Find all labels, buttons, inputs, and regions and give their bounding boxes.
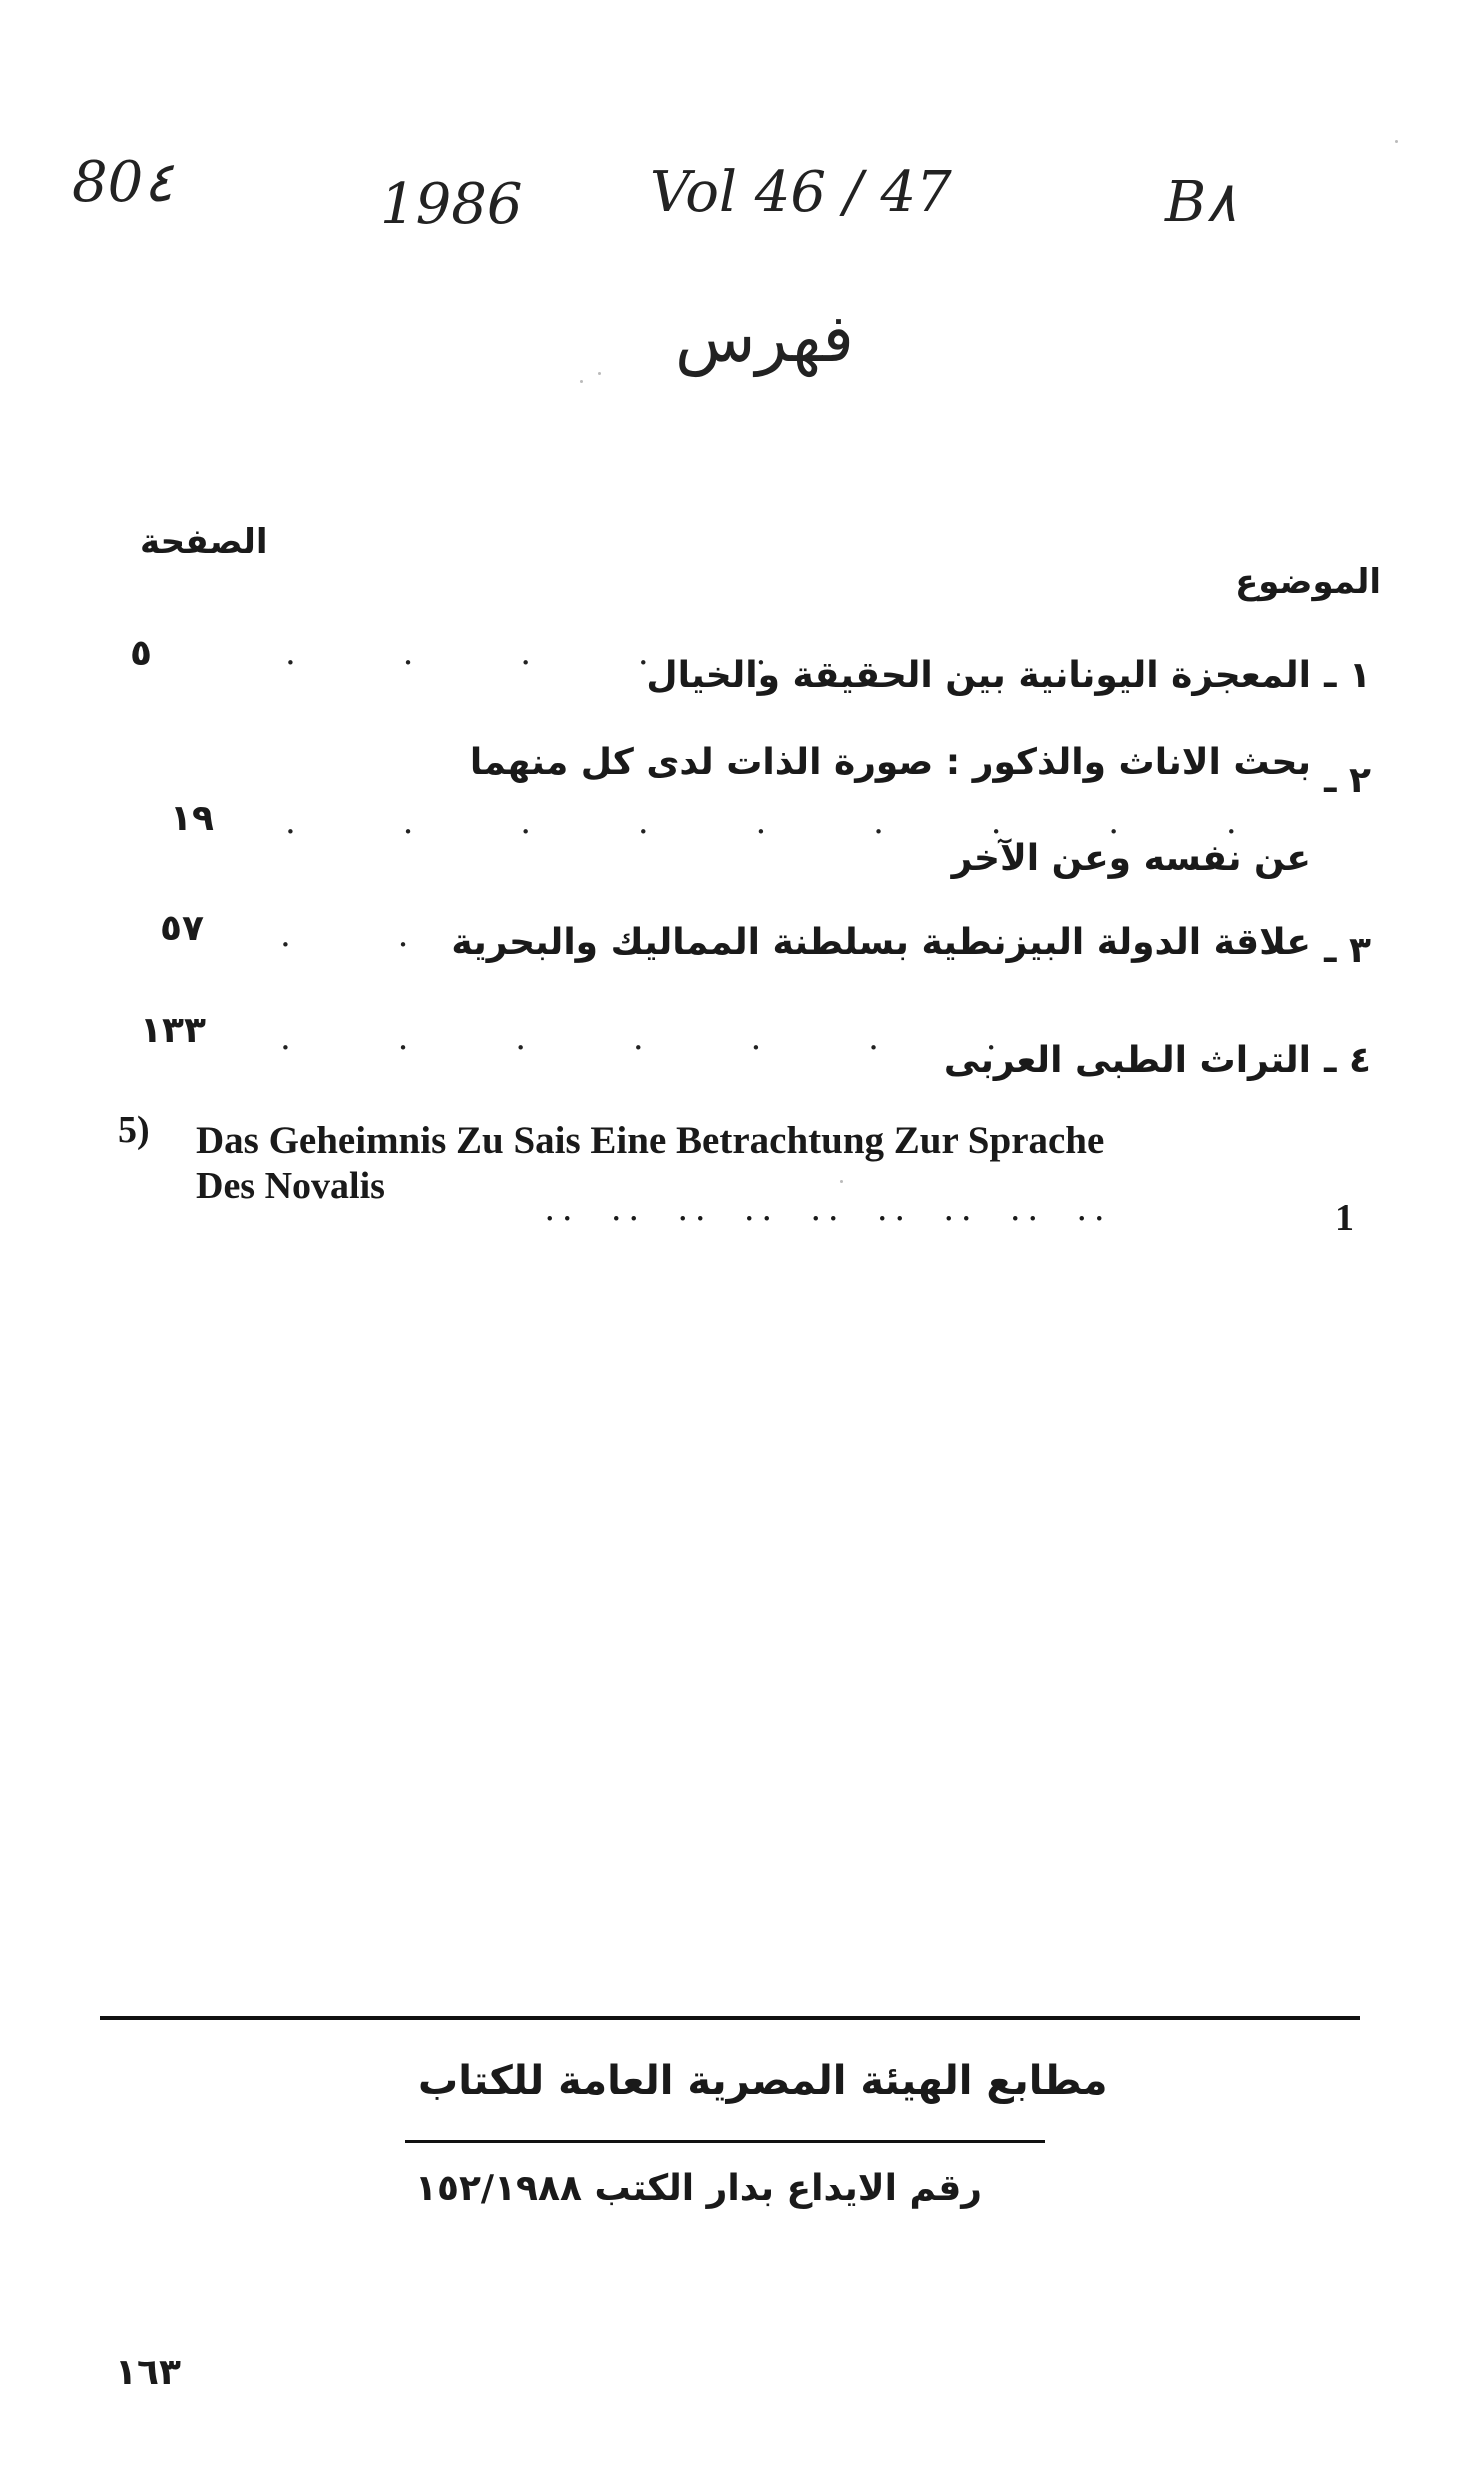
latin-entry-leader-dots: .. .. .. .. .. .. .. .. .. [545,1187,1112,1229]
entry-page-number: ١٩ [170,798,214,839]
entry-title-continuation: عن نفسه وعن الآخر [951,838,1311,879]
printer-name: مطابع الهيئة المصرية العامة للكتاب [418,2058,1108,2104]
entry-title: علاقة الدولة البيزنطية بسلطنة المماليك والبحرية [451,922,1311,963]
entry-number: ٤ ـ [1324,1040,1371,1081]
entry-number: ١ ـ [1324,655,1371,696]
handwritten-shelf-code: 80٤ [72,150,174,215]
entry-leader-dots: . . . . . . . . . [285,802,1285,842]
toc-entry [110,908,1371,990]
page-title: فهرس [675,300,854,377]
speck [1395,140,1398,143]
handwritten-volume: Vol 46 / 47 [650,160,952,225]
speck [840,1180,843,1183]
speck [598,372,601,375]
entry-title: التراث الطبى العربى [943,1040,1311,1081]
toc-entry [110,1010,1371,1100]
footer-rule [100,2016,1360,2020]
entry-page-number: ٥ [130,633,152,674]
handwritten-mark: B٨ [1165,170,1237,235]
printer-underline [405,2140,1045,2143]
toc-entry [110,633,1371,715]
latin-entry-page-number: 1 [1335,1197,1354,1239]
entry-number: ٢ ـ [1324,760,1371,801]
latin-entry-number: 5) [118,1109,150,1151]
entry-leader-dots: . . . . . . . [280,1018,1045,1058]
speck [580,380,583,383]
entry-title: بحث الاناث والذكور : صورة الذات لدى كل منهما [469,742,1311,783]
latin-entry-title-line2: Des Novalis [196,1165,385,1207]
page-number: ١٦٣ [115,2352,181,2393]
latin-entry-title-line1: Das Geheimnis Zu Sais Eine Betrachtung Zur Sprache [196,1119,1105,1162]
entry-page-number: ١٣٣ [140,1010,206,1051]
handwritten-year: 1986 [380,172,523,237]
toc-entry-continuation [110,798,1371,880]
entry-number: ٣ ـ [1324,930,1371,971]
subject-column-header: الموضوع [1235,562,1381,602]
page-column-header: الصفحة [140,522,268,562]
entry-page-number: ٥٧ [160,908,204,949]
entry-title: المعجزة اليونانية بين الحقيقة والخيال [646,655,1311,696]
deposit-number: رقم الايداع بدار الكتب ١٥٢/١٩٨٨ [415,2168,982,2209]
entry-leader-dots: . . [280,915,457,955]
entry-leader-dots: . . . . . [285,633,815,673]
